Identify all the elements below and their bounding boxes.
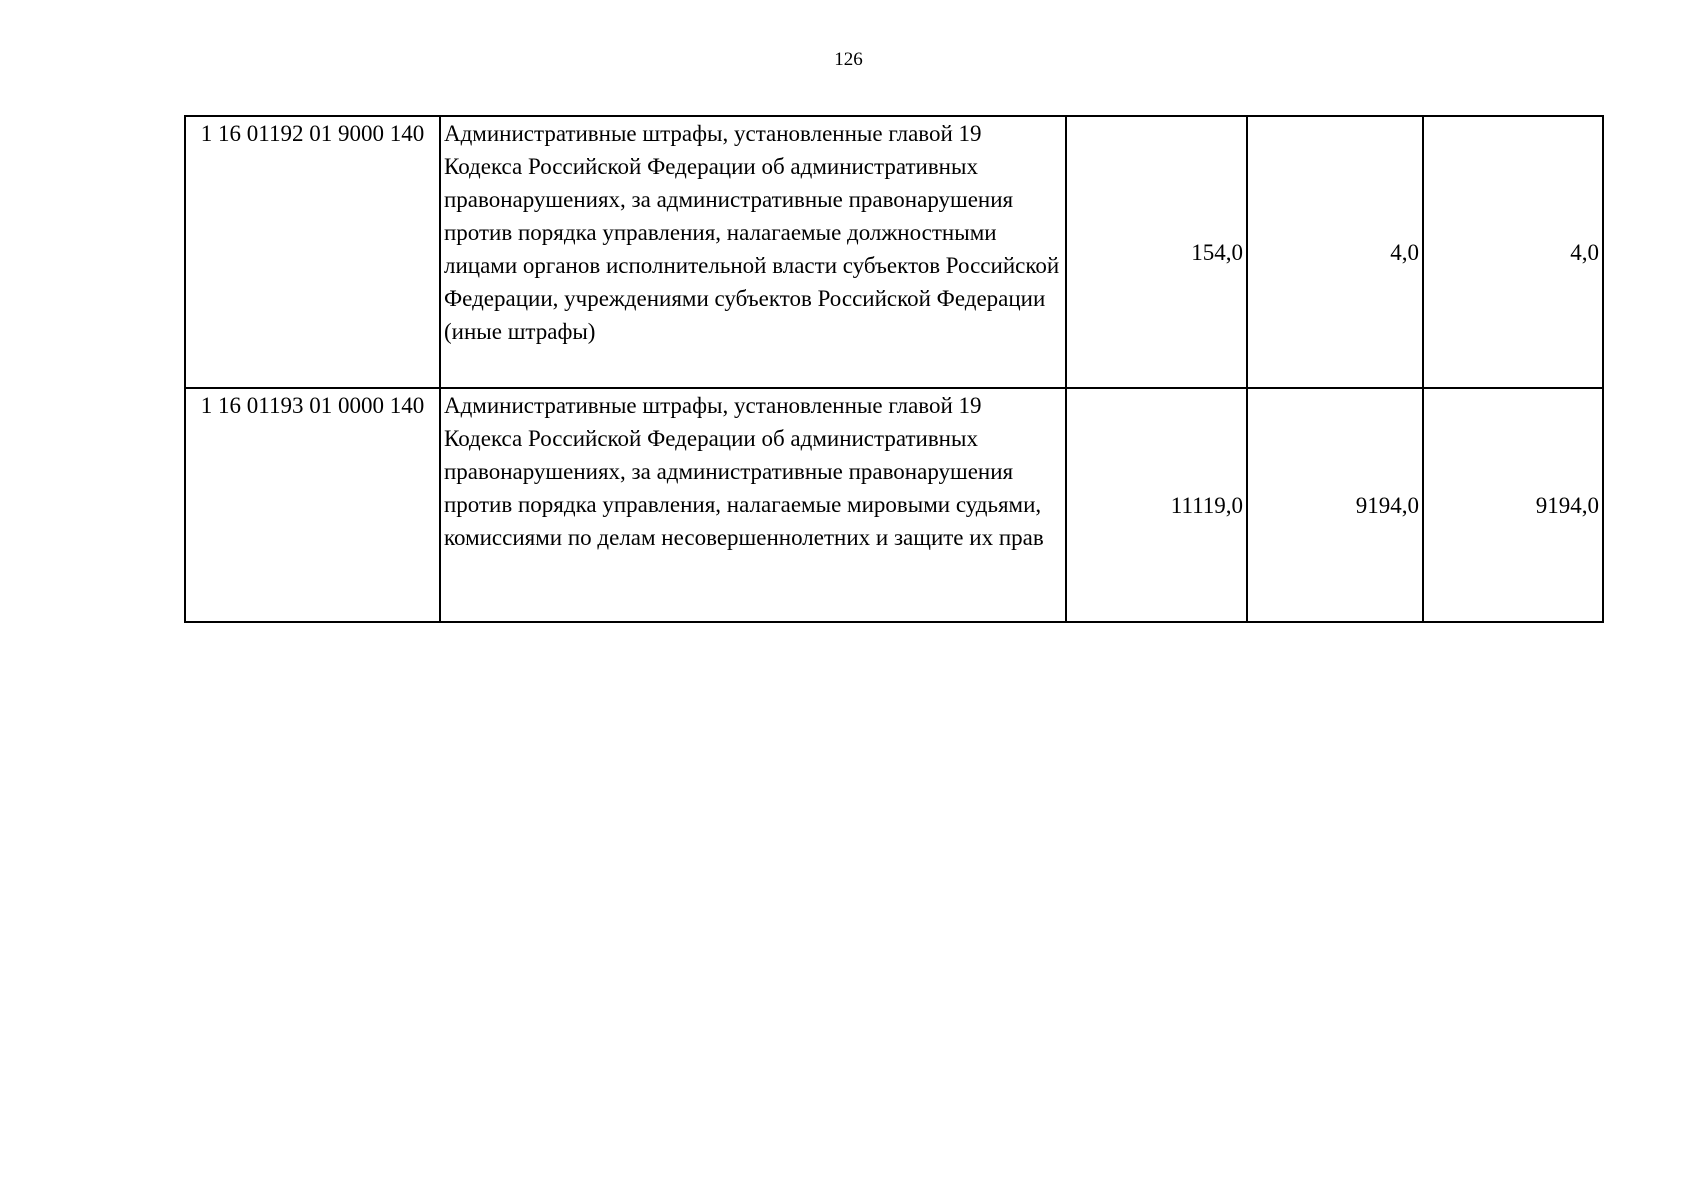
value-1-cell: 154,0 [1066, 116, 1247, 388]
description-cell: Административные штрафы, установленные главой 19 Кодекса Российской Федерации об административных правонарушениях, за административные правонарушения против порядка управления, налагаемые должностными лицами органов исполнительной власти субъектов Российской Федерации, учреждениями субъектов Российской Федерации (иные штрафы) [440, 116, 1066, 388]
page-number: 126 [834, 49, 863, 70]
budget-code-cell: 1 16 01193 01 0000 140 [185, 388, 440, 622]
budget-code-cell: 1 16 01192 01 9000 140 [185, 116, 440, 388]
value-2-cell: 9194,0 [1247, 388, 1423, 622]
value-1-cell: 11119,0 [1066, 388, 1247, 622]
value-3-cell: 9194,0 [1423, 388, 1603, 622]
value-3-cell: 4,0 [1423, 116, 1603, 388]
table-row [185, 116, 1603, 388]
description-cell: Административные штрафы, установленные главой 19 Кодекса Российской Федерации об административных правонарушениях, за административные правонарушения против порядка управления, налагаемые мировыми судьями, комиссиями по делам несовершеннолетних и защите их прав [440, 388, 1066, 622]
value-2-cell: 4,0 [1247, 116, 1423, 388]
budget-table [184, 115, 1604, 623]
table-row [185, 388, 1603, 622]
